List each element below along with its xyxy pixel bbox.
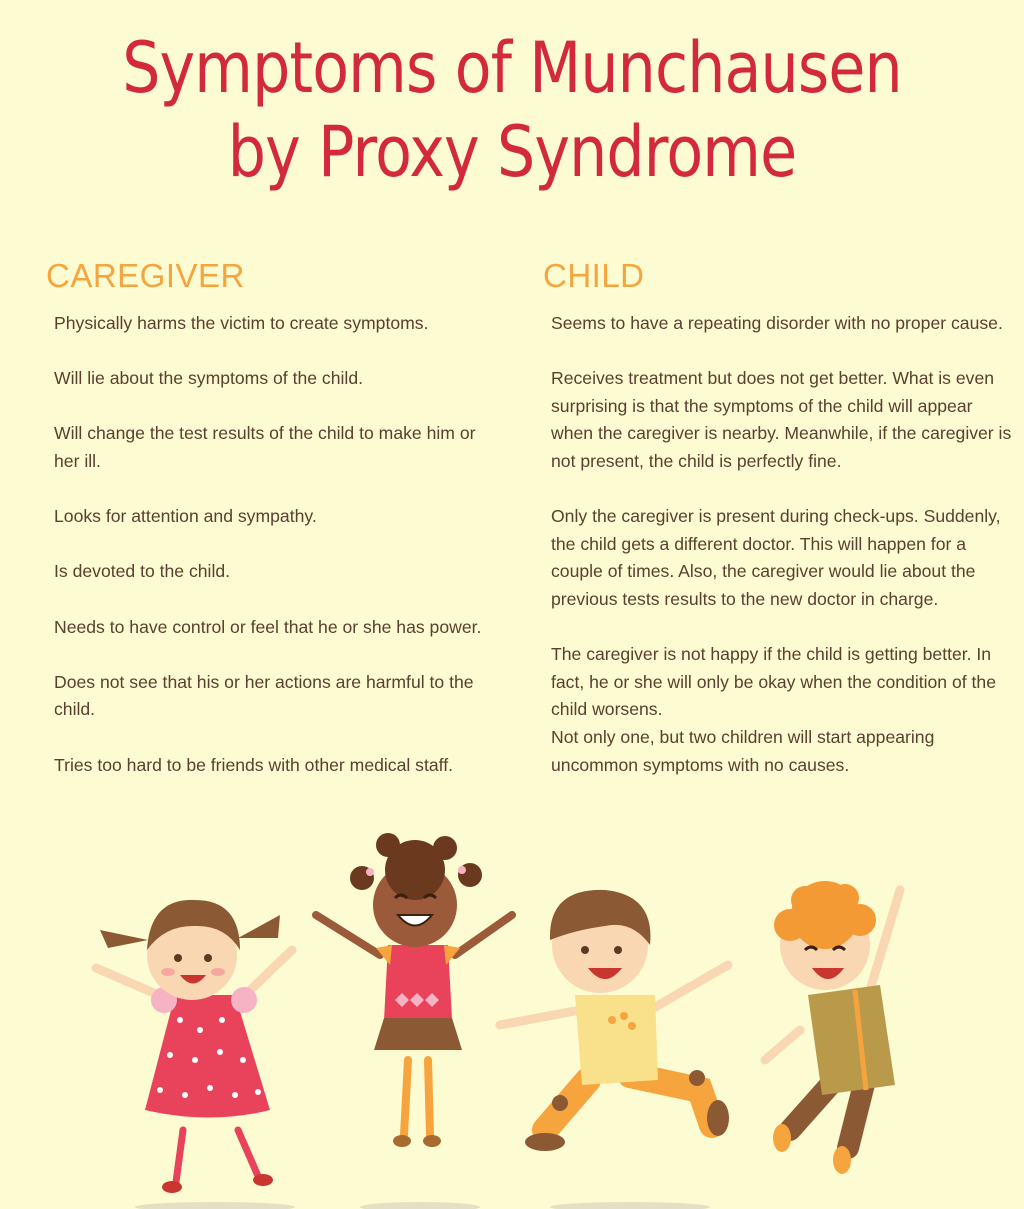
child-heading: CHILD	[543, 257, 645, 294]
caregiver-item: Is devoted to the child.	[54, 561, 231, 582]
caregiver-item: Looks for attention and sympathy.	[54, 506, 317, 527]
ground-shadow	[550, 1202, 710, 1209]
child-item: Receives treatment but does not get better. What is even surprising is that the symptoms of the child will appear when the caregiver is nearby. Meanwhile, if the caregiver is not present, the child is perfectly fine.	[551, 368, 1012, 471]
jumping-children-illustration	[0, 825, 1024, 1209]
caregiver-item: Needs to have control or feel that he or she has power.	[54, 616, 482, 637]
caregiver-item: Does not see that his or her actions are harmful to the child.	[54, 671, 474, 720]
caregiver-heading: CAREGIVER	[46, 257, 245, 294]
child-item: Only the caregiver is present during check-ups. Suddenly, the child gets a different doctor. This will happen for a couple of times. Also, the caregiver would lie about the previous tests results to the new doctor in charge.	[551, 506, 1001, 609]
girl-brown-skirt-figure	[316, 833, 512, 1147]
ground-shadow	[135, 1202, 295, 1209]
caregiver-item: Tries too hard to be friends with other medical staff.	[54, 754, 453, 775]
caregiver-item: Physically harms the victim to create symptoms.	[54, 313, 429, 333]
ground-shadow	[360, 1202, 480, 1209]
child-column	[543, 254, 1013, 807]
page-title	[72, 26, 953, 194]
caregiver-column	[46, 254, 486, 807]
girl-red-dress-figure	[96, 900, 292, 1193]
caregiver-item: Will lie about the symptoms of the child.	[54, 368, 363, 389]
child-list	[543, 310, 1013, 779]
caregiver-item: Will change the test results of the child to make him or her ill.	[54, 423, 476, 471]
child-item: Seems to have a repeating disorder with no proper cause.	[551, 313, 1003, 333]
child-item: Not only one, but two children will start appearing uncommon symptoms with no causes.	[551, 726, 935, 775]
title-line-2: by Proxy Syndrome	[227, 111, 797, 193]
caregiver-list	[46, 310, 486, 779]
title-line-1: Symptoms of Munchausen	[122, 27, 902, 109]
boy-yellow-shirt-figure	[500, 890, 729, 1151]
boy-ginger-hair-figure	[765, 881, 900, 1174]
child-item: The caregiver is not happy if the child is getting better. In fact, he or she will only be okay when the condition of the child worsens.	[551, 644, 996, 720]
